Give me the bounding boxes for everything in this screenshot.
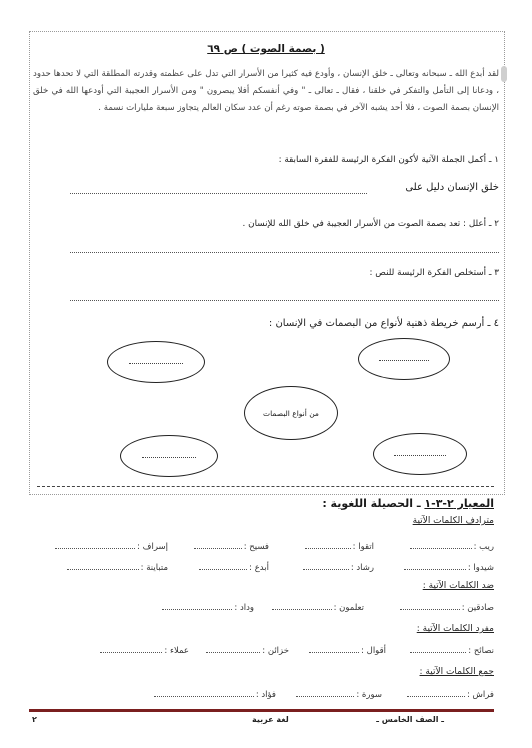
section-divider [37, 486, 494, 487]
footer-grade: ـ الصف الخامس ـ [376, 715, 444, 724]
mindmap-center [244, 386, 338, 440]
vocabulary-section-title: المعيار ٢-٣-١ ـ الحصيلة اللغوية : [322, 497, 494, 510]
branch-dotted-line [394, 455, 446, 456]
antonym-item[interactable]: تعلمون : [272, 601, 364, 613]
singular-item[interactable]: عملاء : [100, 644, 189, 656]
mindmap-branch-bottom-left[interactable] [120, 435, 218, 477]
plural-heading: جمع الكلمات الآتية : [419, 667, 494, 677]
antonyms-heading: ضد الكلمات الآتية : [422, 581, 494, 591]
branch-dotted-line [129, 363, 183, 364]
singular-item[interactable]: نصائح : [410, 644, 494, 656]
synonym-item[interactable]: فسيح : [194, 540, 269, 552]
footer-page-number: ٢ [32, 715, 37, 724]
synonyms-row-2 [40, 561, 494, 575]
plural-row [40, 688, 494, 702]
antonyms-row [40, 601, 494, 615]
synonyms-heading: مترادف الكلمات الآتية [412, 516, 494, 526]
question-1-answer-line[interactable] [70, 182, 499, 193]
margin-marker [501, 66, 507, 82]
synonym-item[interactable]: ريب : [410, 540, 494, 552]
question-2-answer-line[interactable] [70, 252, 499, 253]
reading-passage: لقد أبدع الله ـ سبحانه وتعالى ـ خلق الإنسان ، وأودع فيه كثيرا من الأسرار التي تدل على عظمته وقدرته المطلقة التي لا تحدها حدود ، ودعانا إلى التأمل والتفكر في خلقنا ، فقال ـ تعالى ـ " وفي أنفسكم أفلا يبصرون " ومن الأسرار العجيبة التي أودعها الله في خلق الإنسان بصمة الصوت ، فلا أحد يشبه الآخر في بصمة صوته رغم أن عدد سكان العالم يتجاوز سبعة مليارات نسمة . [33, 69, 499, 113]
footer-subject: لغة عربية [252, 715, 289, 724]
singular-row [40, 644, 494, 658]
mindmap-branch-bottom-right[interactable] [373, 433, 467, 475]
branch-dotted-line [379, 360, 429, 361]
mindmap-center-label: من أنواع البصمات [263, 408, 319, 418]
synonym-item[interactable]: إسراف : [55, 540, 168, 552]
question-3: ٣ ـ أستخلص الفكرة الرئيسة للنص : [369, 268, 499, 278]
plural-item[interactable]: فراش : [407, 688, 494, 700]
singular-item[interactable]: خزائن : [206, 644, 289, 656]
plural-item[interactable]: فؤاد : [154, 688, 276, 700]
lesson-title: ( بصمة الصوت ) ص ٦٩ [207, 43, 325, 55]
answer-dotted-line [70, 193, 367, 194]
synonym-item[interactable]: شيدوا : [404, 561, 494, 573]
synonym-item[interactable]: اتقوا : [305, 540, 374, 552]
synonym-item[interactable]: متباينة : [67, 561, 168, 573]
question-1-prompt: خلق الإنسان دليل على [405, 182, 499, 193]
question-1: ١ ـ أكمل الجملة الآتية لأكون الفكرة الرئيسة للفقرة السابقة : [278, 155, 499, 165]
mindmap-branch-top-right[interactable] [358, 338, 450, 380]
question-4: ٤ ـ أرسم خريطة ذهنية لأنواع من البصمات في الإنسان : [268, 318, 499, 329]
plural-item[interactable]: سورة : [296, 688, 382, 700]
question-2: ٢ ـ أعلل : تعد بصمة الصوت من الأسرار العجيبة في خلق الله للإنسان . [242, 219, 499, 229]
question-3-answer-line[interactable] [70, 300, 499, 301]
synonyms-row-1 [40, 540, 494, 554]
mindmap-branch-top-left[interactable] [107, 341, 205, 383]
antonym-item[interactable]: صادقين : [400, 601, 494, 613]
footer-bar [29, 709, 494, 712]
branch-dotted-line [142, 457, 196, 458]
singular-heading: مفرد الكلمات الآتية : [416, 624, 494, 634]
synonym-item[interactable]: أبدع : [199, 561, 269, 573]
singular-item[interactable]: أقوال : [309, 644, 386, 656]
synonym-item[interactable]: رشاد : [303, 561, 374, 573]
antonym-item[interactable]: وداد : [162, 601, 254, 613]
